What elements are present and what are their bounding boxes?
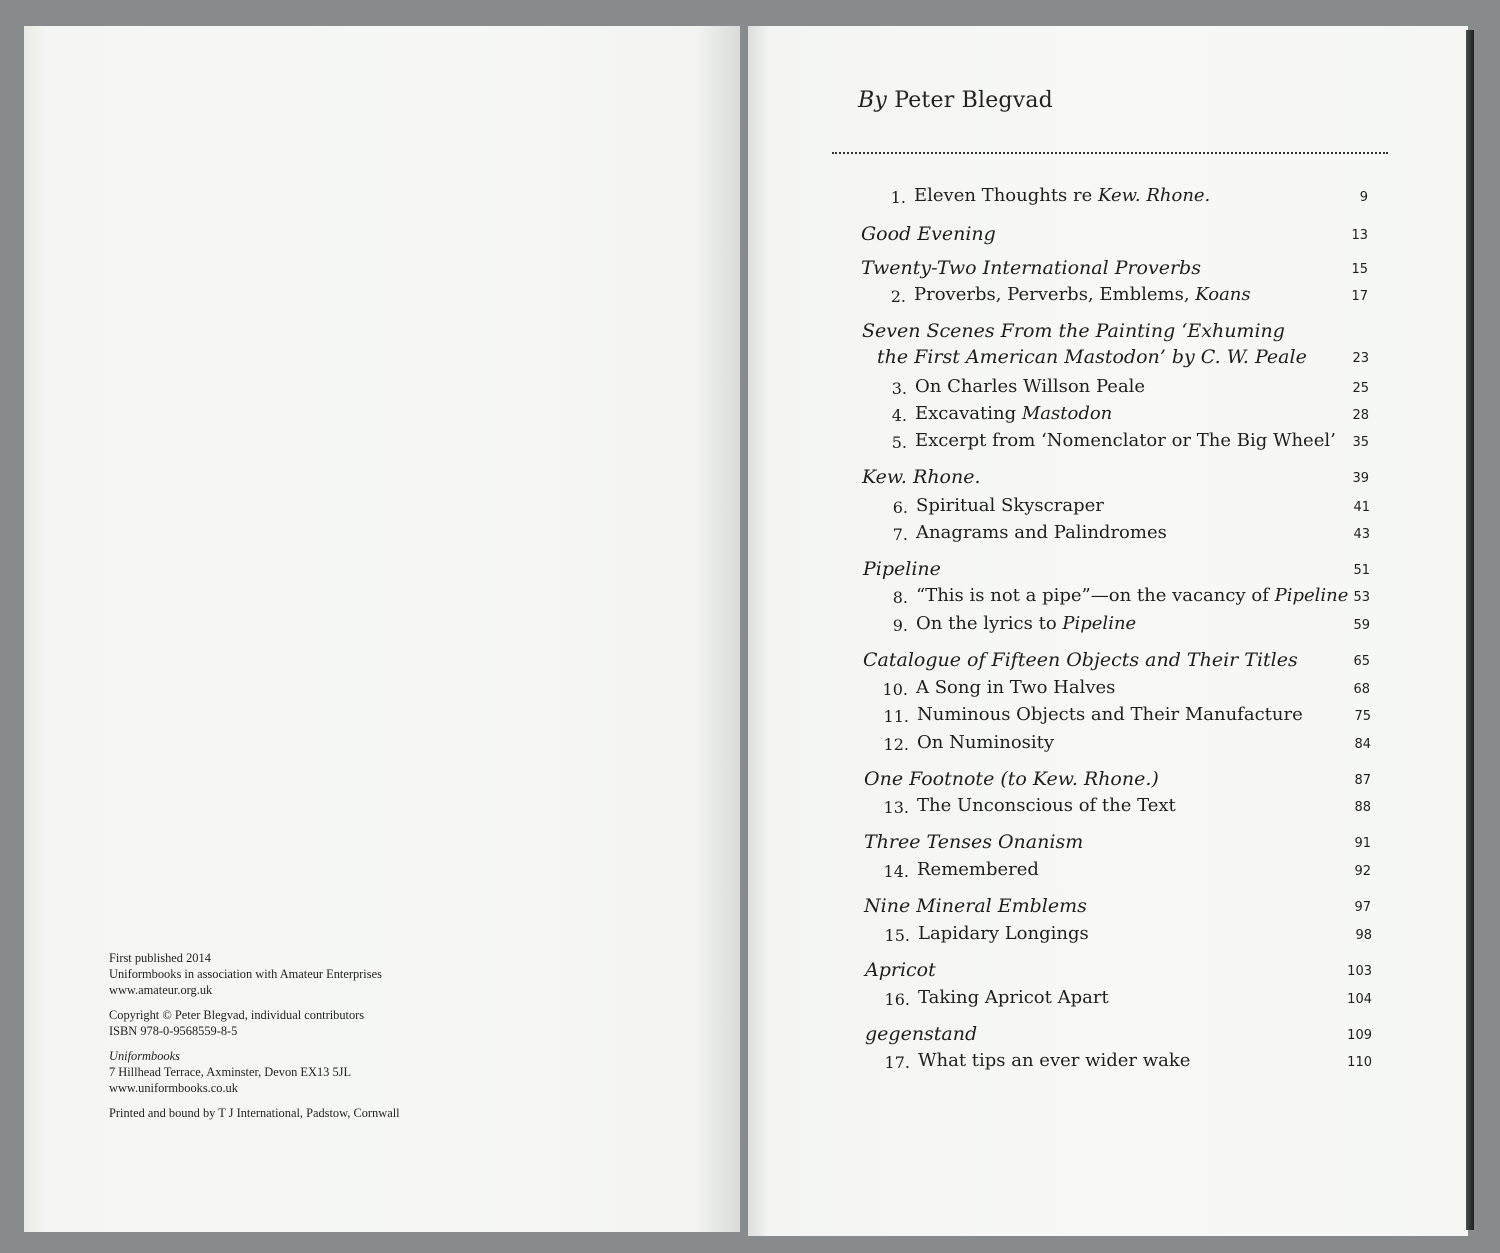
contents-entry: [748, 923, 1468, 951]
entry-page-number: 35: [1352, 435, 1369, 450]
entry-page-number: 41: [1353, 500, 1370, 515]
entry-page-number: 23: [1352, 351, 1369, 366]
imprint-publisher-address: [109, 1048, 669, 1096]
entry-number: 10.: [882, 680, 908, 699]
entry-title: Nine Mineral Emblems: [864, 895, 1087, 917]
entry-page-number: 84: [1354, 737, 1371, 752]
contents-entry: [748, 185, 1468, 213]
entry-title: On the lyrics to Pipeline: [916, 613, 1137, 634]
entry-page-number: 104: [1347, 992, 1372, 1007]
contents-entry: [748, 585, 1468, 613]
entry-title: “This is not a pipe”—on the vacancy of Pipeline: [916, 585, 1349, 606]
entry-page-number: 75: [1354, 709, 1371, 724]
contents-section: [748, 257, 1468, 285]
imprint-line: ISBN 978-0-9568559-8-5: [109, 1024, 238, 1038]
left-page-imprint: [24, 26, 740, 1232]
contents-entry: [748, 284, 1468, 312]
entry-title: Good Evening: [861, 223, 996, 245]
entry-title: Excavating Mastodon: [915, 403, 1113, 424]
entry-page-number: 25: [1352, 381, 1369, 396]
entry-title: The Unconscious of the Text: [917, 795, 1176, 816]
entry-page-number: 87: [1354, 773, 1371, 788]
entry-number: 16.: [884, 990, 910, 1009]
imprint-printer: [109, 1105, 669, 1121]
entry-title-italic: Koans: [1195, 284, 1251, 305]
entry-page-number: 103: [1347, 964, 1372, 979]
entry-page-number: 59: [1353, 618, 1370, 633]
entry-title: Excerpt from ‘Nomenclator or The Big Wheel’: [915, 430, 1336, 451]
entry-title: Seven Scenes From the Painting ‘Exhuming: [862, 320, 1285, 342]
entry-title: What tips an ever wider wake: [918, 1050, 1191, 1071]
header-by: By: [858, 88, 887, 113]
entry-number: 5.: [891, 433, 907, 452]
entry-number: 2.: [890, 287, 906, 306]
entry-page-number: 15: [1351, 262, 1368, 277]
entry-page-number: 43: [1353, 527, 1370, 542]
contents-entry: [748, 704, 1468, 732]
entry-title: Twenty-Two International Proverbs: [861, 257, 1201, 279]
entry-number: 11.: [883, 707, 909, 726]
imprint-line: www.amateur.org.uk: [109, 983, 213, 997]
contents-entry: [748, 677, 1468, 705]
entry-title-italic: Pipeline: [1062, 613, 1137, 634]
contents-section: [748, 895, 1468, 923]
imprint-line: Copyright © Peter Blegvad, individual contributors: [109, 1008, 365, 1022]
contents-entry: [748, 376, 1468, 404]
entry-title: Three Tenses Onanism: [864, 831, 1084, 853]
entry-title: Eleven Thoughts re Kew. Rhone.: [914, 185, 1211, 206]
imprint-line: 7 Hillhead Terrace, Axminster, Devon EX13 5JL: [109, 1065, 352, 1079]
imprint-publication: [109, 950, 669, 998]
contents-entry: [748, 859, 1468, 887]
entry-page-number: 51: [1353, 563, 1370, 578]
contents-section: [748, 768, 1468, 796]
entry-page-number: 98: [1355, 928, 1372, 943]
entry-number: 9.: [892, 616, 908, 635]
entry-number: 6.: [892, 498, 908, 517]
entry-number: 15.: [884, 926, 910, 945]
contents-entry: [748, 495, 1468, 523]
imprint-line: First published 2014: [109, 951, 211, 965]
contents-entry: [748, 795, 1468, 823]
entry-number: 7.: [892, 525, 908, 544]
imprint-line: Uniformbooks: [109, 1049, 180, 1063]
entry-title: Proverbs, Perverbs, Emblems, Koans: [914, 284, 1251, 305]
contents-section: [748, 649, 1468, 677]
entry-title: On Charles Willson Peale: [915, 376, 1146, 397]
contents-entry: [748, 987, 1468, 1015]
entry-title: Kew. Rhone.: [862, 466, 981, 488]
entry-page-number: 13: [1351, 228, 1368, 243]
entry-page-number: 88: [1354, 800, 1371, 815]
contents-section: [748, 558, 1468, 586]
entry-page-number: 17: [1351, 289, 1368, 304]
entry-page-number: 68: [1353, 682, 1370, 697]
entry-page-number: 91: [1354, 836, 1371, 851]
entry-page-number: 39: [1352, 471, 1369, 486]
contents-entry: [748, 430, 1468, 458]
page-edge: [1466, 30, 1474, 1230]
entry-number: 8.: [892, 588, 908, 607]
entry-title: the First American Mastodon’ by C. W. Peale: [877, 346, 1307, 368]
entry-page-number: 28: [1352, 408, 1369, 423]
entry-title: One Footnote (to Kew. Rhone.): [864, 768, 1159, 790]
entry-number: 4.: [891, 406, 907, 425]
entry-page-number: 65: [1353, 654, 1370, 669]
entry-page-number: 9: [1359, 190, 1368, 205]
right-page-contents: [748, 26, 1468, 1236]
entry-title: Apricot: [865, 959, 936, 981]
contents-entry: [748, 403, 1468, 431]
entry-title-italic: Mastodon: [1021, 403, 1113, 424]
entry-title: On Numinosity: [917, 732, 1055, 753]
entry-page-number: 110: [1347, 1055, 1372, 1070]
imprint-line: www.uniformbooks.co.uk: [109, 1081, 238, 1095]
entry-title: Lapidary Longings: [918, 923, 1089, 944]
contents-entry: [748, 522, 1468, 550]
entry-number: 17.: [884, 1053, 910, 1072]
contents-entry: [748, 732, 1468, 760]
contents-entry: [748, 1050, 1468, 1078]
entry-number: 14.: [883, 862, 909, 881]
entry-title: Spiritual Skyscraper: [916, 495, 1104, 516]
entry-page-number: 97: [1354, 900, 1371, 915]
entry-title: Anagrams and Palindromes: [916, 522, 1167, 543]
contents-section: [748, 346, 1468, 374]
contents-section: [748, 1023, 1468, 1051]
entry-page-number: 53: [1353, 590, 1370, 605]
header-author: Peter Blegvad: [894, 88, 1053, 113]
entry-title: Numinous Objects and Their Manufacture: [917, 704, 1303, 725]
entry-title: Pipeline: [863, 558, 941, 580]
contents-entry: [748, 613, 1468, 641]
entry-title: Catalogue of Fifteen Objects and Their Titles: [863, 649, 1298, 671]
contents-section: [748, 959, 1468, 987]
entry-number: 13.: [883, 798, 909, 817]
entry-number: 1.: [890, 188, 906, 207]
entry-title-italic: Kew. Rhone.: [1098, 185, 1211, 206]
imprint-block: [109, 950, 669, 1130]
imprint-line: Printed and bound by T J International, Padstow, Cornwall: [109, 1106, 400, 1120]
contents-section: [748, 831, 1468, 859]
entry-title: Taking Apricot Apart: [918, 987, 1109, 1008]
imprint-line: Uniformbooks in association with Amateur Enterprises: [109, 967, 382, 981]
entry-title: A Song in Two Halves: [916, 677, 1116, 698]
entry-number: 12.: [883, 735, 909, 754]
contents-section: [748, 320, 1468, 348]
table-of-contents: [748, 26, 1468, 1236]
entry-title: Remembered: [917, 859, 1039, 880]
entry-title: gegenstand: [865, 1023, 978, 1045]
contents-section: [748, 466, 1468, 494]
entry-page-number: 92: [1354, 864, 1371, 879]
contents-section: [748, 223, 1468, 251]
entry-page-number: 109: [1347, 1028, 1372, 1043]
entry-title-italic: Pipeline: [1274, 585, 1349, 606]
entry-number: 3.: [891, 379, 907, 398]
imprint-copyright: [109, 1007, 669, 1039]
